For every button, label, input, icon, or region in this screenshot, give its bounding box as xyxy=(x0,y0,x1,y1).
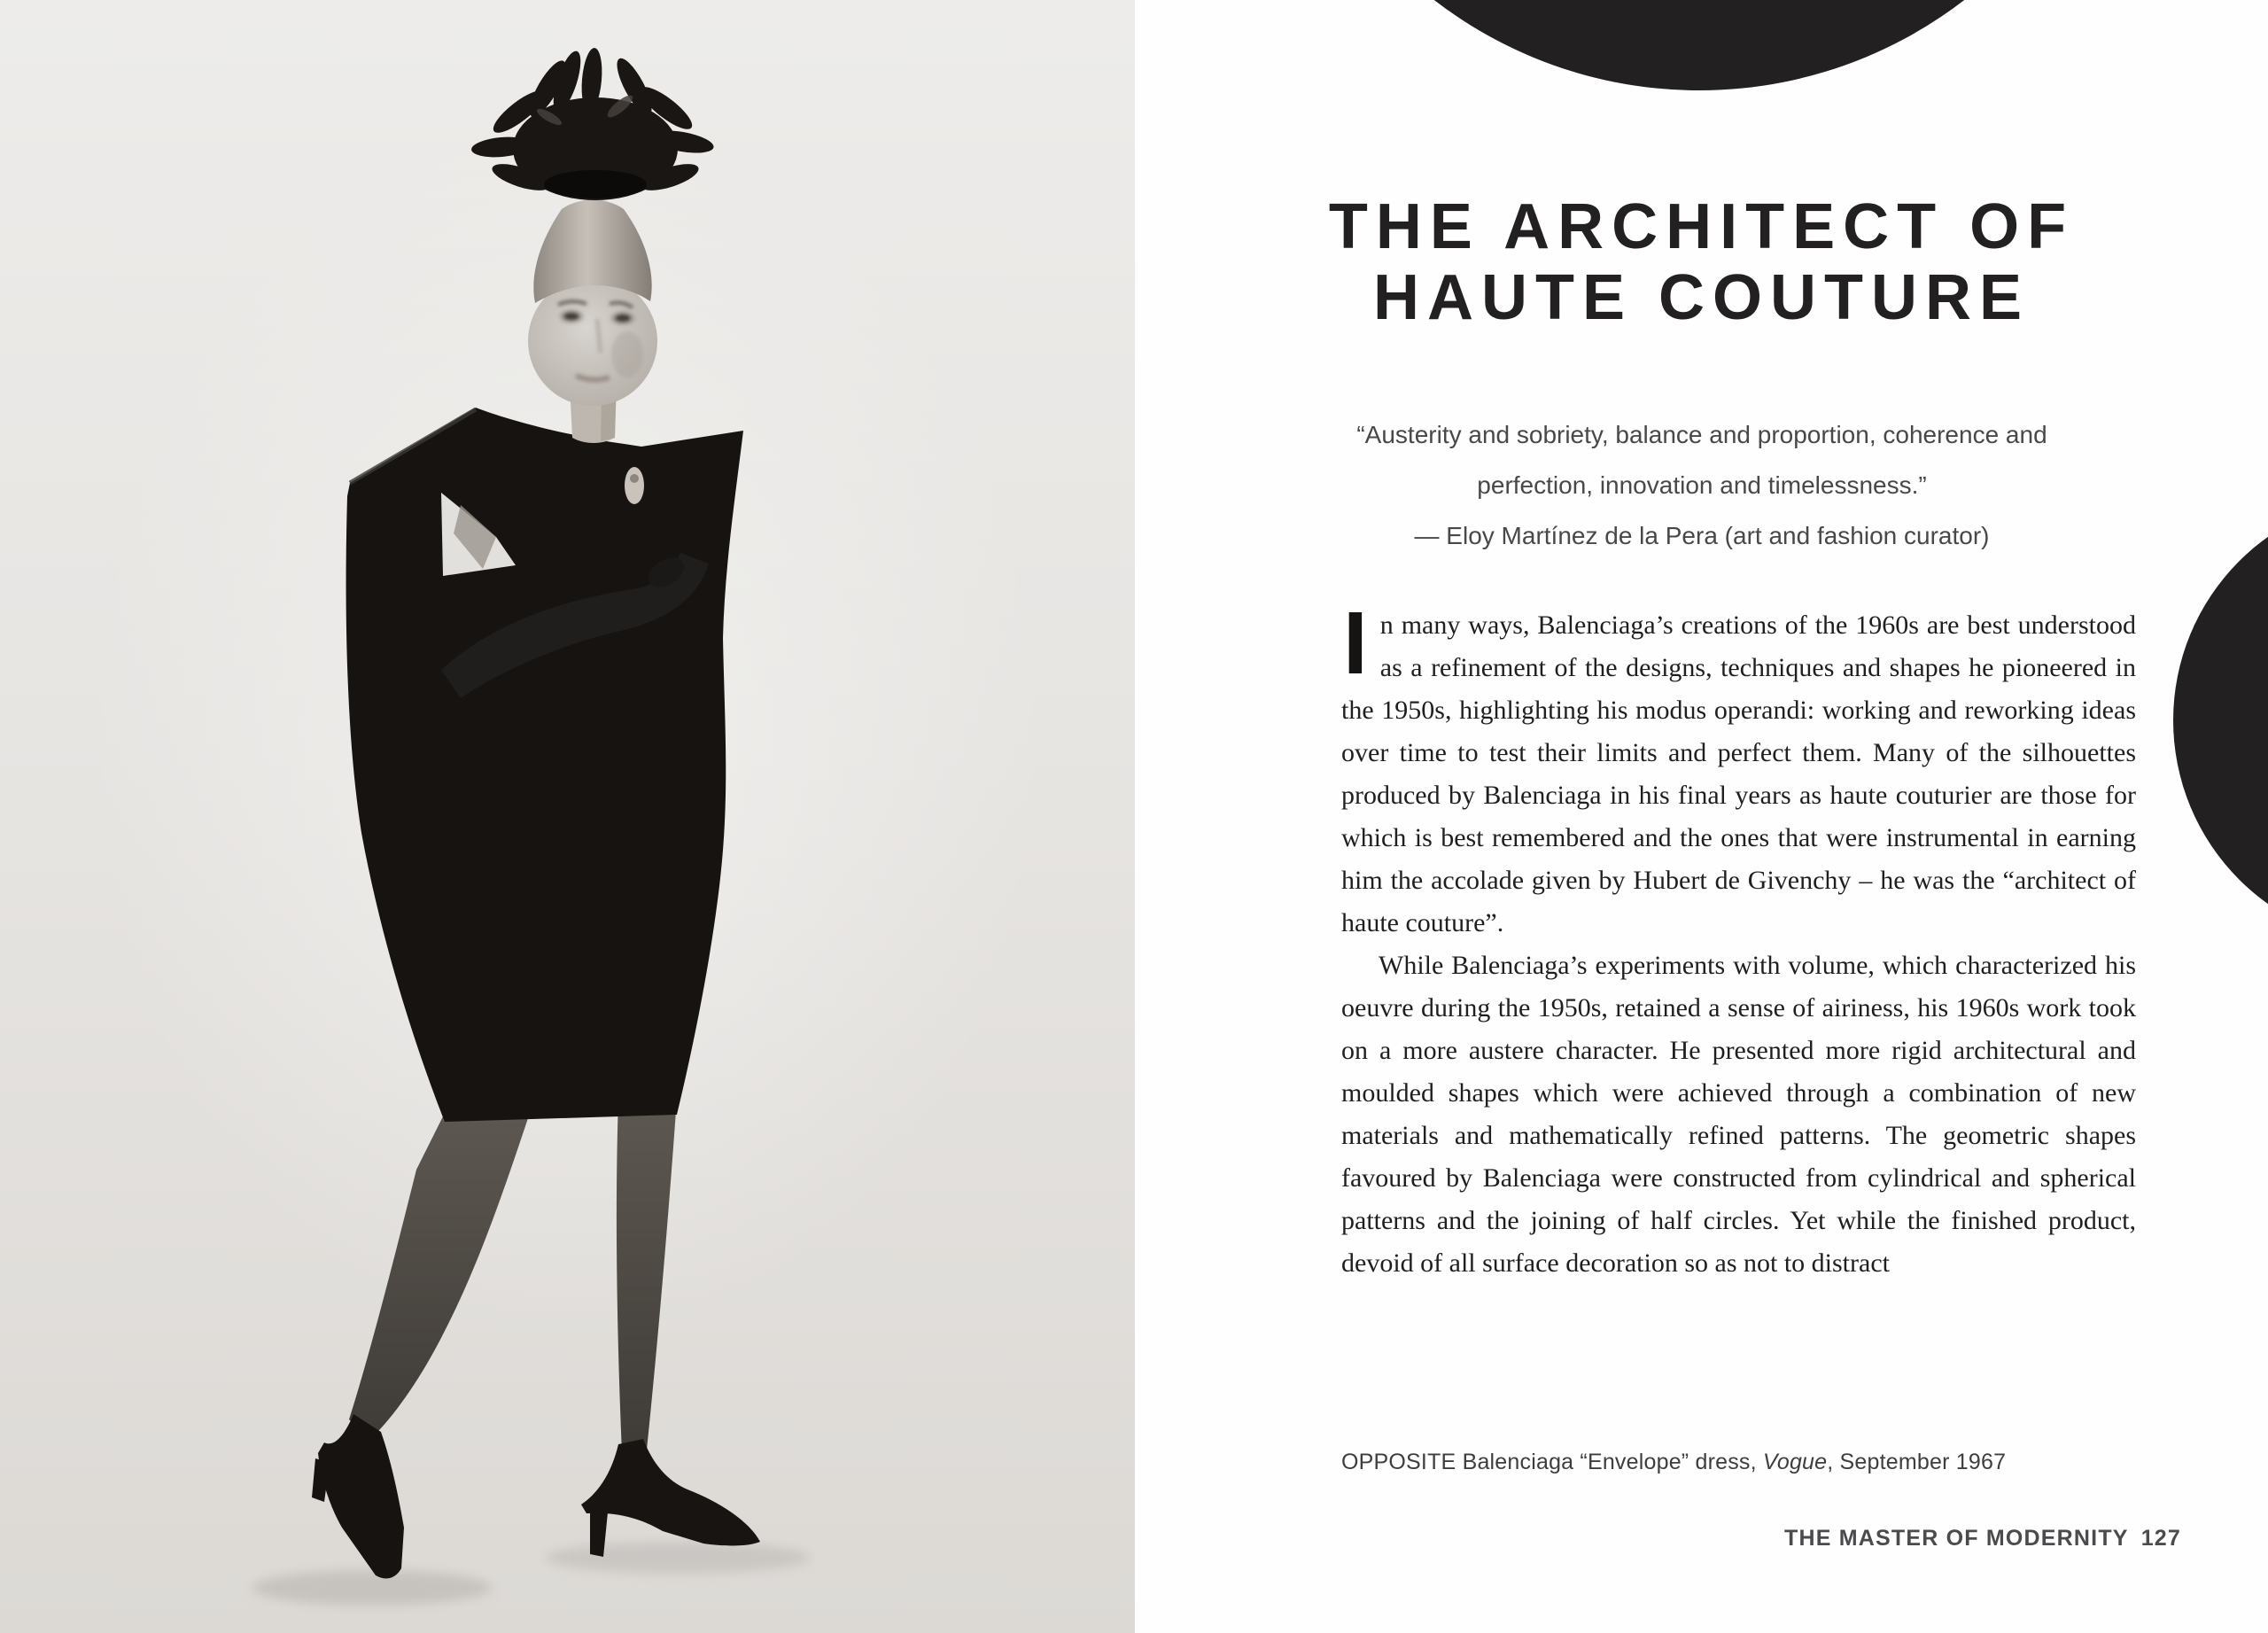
quote-attribution: — Eloy Martínez de la Pera (art and fashion curator) xyxy=(1414,522,1990,549)
body-paragraph-1-text: n many ways, Balenciaga’s creations of the 1960s are best understood as a refinement of the designs, techniques and shapes he pioneered in the 1950s, highlighting his modus operandi: working and reworking ideas over time to test their limits and perfect them. Many of the silhouettes produced by Balenciaga in his final years as haute couturier are those for which is best remembered and the ones that were instrumental in earning him the accolade given by Hubert de Givenchy – he was the “architect of haute couture”. xyxy=(1341,610,2136,937)
pull-quote xyxy=(1215,409,2189,561)
caption-magazine: Vogue xyxy=(1762,1450,1828,1474)
caption-post: , September 1967 xyxy=(1827,1450,2007,1474)
body-text xyxy=(1341,594,2136,1285)
page-number: 127 xyxy=(2140,1526,2181,1551)
caption-pre: Balenciaga “Envelope” dress, xyxy=(1456,1450,1763,1474)
running-footer xyxy=(1784,1526,2181,1551)
body-paragraph-1 xyxy=(1341,594,2136,945)
decorative-circle-right xyxy=(2173,495,2268,945)
page-title-line1: THE ARCHITECT OF xyxy=(1328,191,2075,263)
drop-cap: I xyxy=(1343,594,1368,693)
page-title-line2: HAUTE COUTURE xyxy=(1373,262,2030,334)
pull-quote-line1: “Austerity and sobriety, balance and proportion, coherence and xyxy=(1356,421,2047,448)
decorative-circle-top xyxy=(1265,0,2133,90)
caption-label: OPPOSITE xyxy=(1341,1450,1456,1474)
floor-shadow xyxy=(252,1542,811,1606)
brooch-center xyxy=(630,474,639,483)
left-shoe-heel xyxy=(312,1458,330,1502)
right-page-text xyxy=(1135,0,2268,1633)
body-paragraph-2: While Balenciaga’s experiments with volume, which characterized his oeuvre during the 1950s, retained a sense of airiness, his 1960s work took on a more austere character. He presented more rigid architectural and moulded shapes which were achieved through a combination of new materials and mathematically refined patterns. The geometric shapes favoured by Balenciaga were constructed from cylindrical and spherical patterns and the joining of half circles. Yet while the finished product, devoid of all surface decoration so as not to distract xyxy=(1341,951,2136,1278)
page-title xyxy=(1135,191,2268,333)
footer-label: THE MASTER OF MODERNITY xyxy=(1783,1526,2129,1551)
pull-quote-line2: perfection, innovation and timelessness.” xyxy=(1477,471,1927,499)
brooch xyxy=(625,467,644,504)
photo-caption xyxy=(1341,1447,2139,1477)
